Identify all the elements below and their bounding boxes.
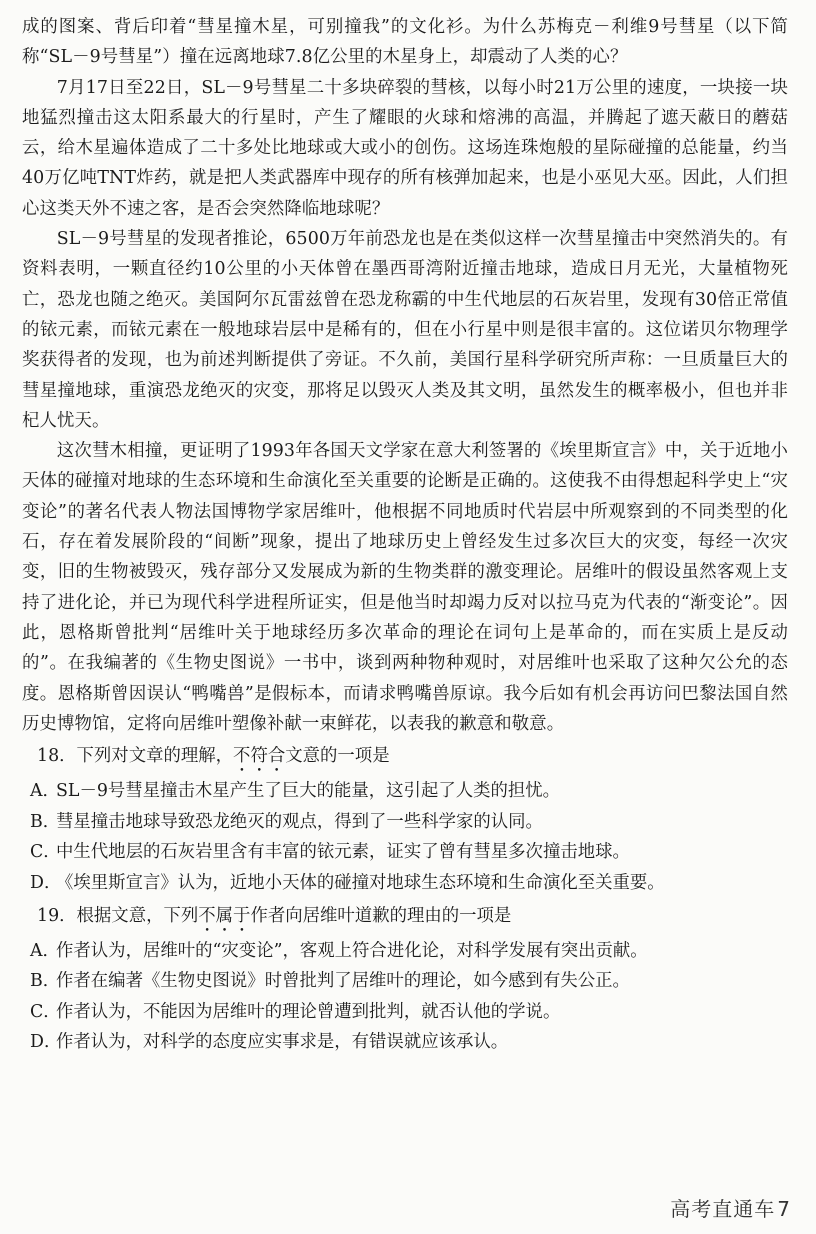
brand-logo-text: 高考直通车 (670, 1197, 776, 1221)
option-text: 彗星撞击地球导致恐龙绝灭的观点，得到了一些科学家的认同。 (56, 811, 543, 832)
option-letter: D． (30, 1032, 62, 1053)
option-text: 中生代地层的石灰岩里含有丰富的铱元素，证实了曾有彗星多次撞击地球。 (56, 842, 630, 863)
question-19-option-a[interactable] (22, 936, 788, 967)
question-18-option-a[interactable] (22, 776, 788, 807)
question-19-stem-suffix: 作者向居维叶道歉的理由的一项是 (250, 905, 512, 926)
question-18-option-c[interactable] (22, 837, 788, 868)
question-18-emphasis: 不符合 (233, 746, 286, 767)
option-letter: B． (30, 811, 61, 832)
passage-paragraph-4: 这次彗木相撞，更证明了1993年各国天文学家在意大利签署的《埃里斯宣言》中，关于近地小天体的碰撞对地球的生态环境和生命演化至关重要的论断是正确的。这使我不由得想起科学史上“灾变论”的著名代表人物法国博物学家居维叶，他根据不同地质时代岩层中所观察到的不同类型的化石，存在着发展阶段的“间断”现象，提出了地球历史上曾经发生过多次巨大的灾变，每经一次灾变，旧的生物被毁灭，残存部分又发展成为新的生物类群的激变理论。居维叶的假设虽然客观上支持了进化论，并已为现代科学进程所证实，但是他当时却竭力反对以拉马克为代表的“渐变论”。因此，恩格斯曾批判“居维叶关于地球经历多次革命的理论在词句上是革命的，而在实质上是反动的”。在我编著的《生物史图说》一书中，谈到两种物种观时，对居维叶也采取了这种欠公允的态度。恩格斯曾因误认“鸭嘴兽”是假标本，而请求鸭嘴兽原谅。我今后如有机会再访问巴黎法国自然历史博物馆，定将向居维叶塑像补献一束鲜花，以表我的歉意和敬意。 (22, 441, 788, 734)
question-18-option-b[interactable] (22, 807, 788, 838)
option-text: 作者在编著《生物史图说》时曾批判了居维叶的理论，如今感到有失公正。 (56, 971, 630, 992)
question-18-option-d[interactable] (22, 868, 788, 899)
page-number: 7 (777, 1197, 790, 1221)
question-18 (22, 741, 788, 898)
option-letter: C． (30, 1001, 61, 1022)
question-18-stem (22, 741, 788, 776)
option-letter: C． (30, 842, 61, 863)
question-19-option-b[interactable] (22, 966, 788, 997)
passage-paragraph-1: 成的图案、背后印着“彗星撞木星，可别撞我”的文化衫。为什么苏梅克－利维9号彗星（以下简称“SL－9号彗星”）撞在远离地球7.8亿公里的木星身上，却震动了人类的心？ (22, 17, 788, 68)
option-letter: B． (30, 971, 61, 992)
question-19-option-d[interactable] (22, 1027, 788, 1058)
option-text: 作者认为，不能因为居维叶的理论曾遭到批判，就否认他的学说。 (56, 1001, 561, 1022)
option-text: 作者认为，居维叶的“灾变论”，客观上符合进化论，对科学发展有突出贡献。 (56, 940, 648, 961)
option-letter: A． (30, 781, 60, 802)
reading-passage (22, 12, 788, 739)
question-19-stem (22, 901, 788, 936)
option-text: 《埃里斯宣言》认为，近地小天体的碰撞对地球生态环境和生命演化至关重要。 (56, 872, 665, 893)
option-letter: A． (30, 940, 60, 961)
question-19 (22, 901, 788, 1058)
question-18-stem-prefix: 18．下列对文章的理解， (37, 746, 234, 767)
passage-paragraph-2: 7月17日至22日，SL－9号彗星二十多块碎裂的彗核，以每小时21万公里的速度，一块接一块地猛烈撞击这太阳系最大的行星时，产生了耀眼的火球和熔沸的高温，并腾起了遮天蔽日的蘑菇云，给木星遍体造成了二十多处比地球或大或小的创伤。这场连珠炮般的星际碰撞的总能量，约当40万亿吨TNT炸药，就是把人类武器库中现存的所有核弹加起来，也是小巫见大巫。因此，人们担心这类天外不速之客，是否会突然降临地球呢？ (22, 77, 788, 219)
option-text: SL－9号彗星撞击木星产生了巨大的能量，这引起了人类的担忧。 (56, 781, 561, 802)
question-19-option-c[interactable] (22, 997, 788, 1028)
question-19-emphasis: 不属于 (198, 905, 251, 926)
page-footer (670, 1193, 790, 1222)
option-text: 作者认为，对科学的态度应实事求是，有错误就应该承认。 (56, 1032, 509, 1053)
question-19-stem-prefix: 19．根据文意，下列 (37, 905, 199, 926)
passage-paragraph-3: SL－9号彗星的发现者推论，6500万年前恐龙也是在类似这样一次彗星撞击中突然消失的。有资料表明，一颗直径约10公里的小天体曾在墨西哥湾附近撞击地球，造成日月无光，大量植物死亡，恐龙也随之绝灭。美国阿尔瓦雷兹曾在恐龙称霸的中生代地层的石灰岩里，发现有30倍正常值的铱元素，而铱元素在一般地球岩层中是稀有的，但在小行星中则是很丰富的。这位诺贝尔物理学奖获得者的发现，也为前述判断提供了旁证。不久前，美国行星科学研究所声称：一旦质量巨大的彗星撞地球，重演恐龙绝灭的灾变，那将足以毁灭人类及其文明，虽然发生的概率极小，但也并非杞人忧天。 (22, 229, 788, 431)
question-18-stem-suffix: 文意的一项是 (285, 746, 390, 767)
option-letter: D． (30, 872, 62, 893)
